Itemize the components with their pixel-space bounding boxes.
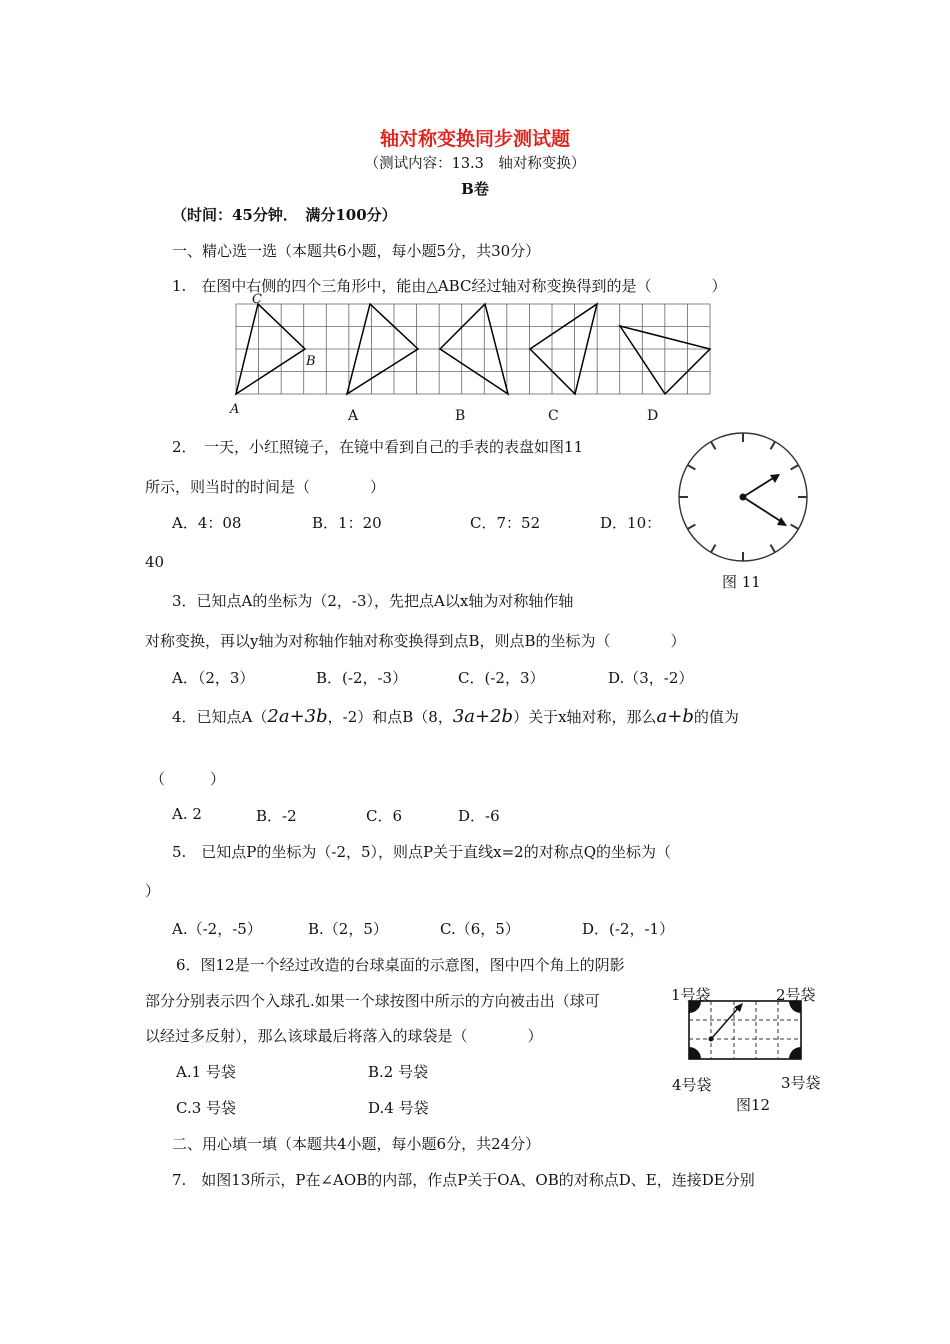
- vertex-label-b: B: [306, 354, 316, 369]
- q4-expr-3: a+b: [656, 706, 694, 727]
- q5-option-c: C.（6，5）: [440, 920, 520, 938]
- q4-mid-1: ，-2）和点B（8，: [327, 708, 453, 726]
- q4-suffix: 的值为: [693, 708, 739, 726]
- q6-option-a: A.1 号袋: [176, 1063, 236, 1081]
- q4-option-d: D．-6: [458, 807, 500, 825]
- figure-11-caption: 图 11: [722, 573, 761, 591]
- q7-text: 7. 如图13所示，P在∠AOB的内部，作点P关于OA、OB的对称点D、E，连接DE分别: [172, 1171, 755, 1189]
- figure-12-caption: 图12: [736, 1096, 771, 1114]
- q2-option-a: A．4：08: [172, 514, 242, 532]
- q1-text: 1. 在图中右侧的四个三角形中，能由△ABC经过轴对称变换得到的是（ ）: [172, 277, 727, 295]
- q6-option-c: C.3 号袋: [176, 1099, 237, 1117]
- q1-option-d-label: D: [647, 408, 659, 424]
- q4-option-a: A. 2: [172, 805, 202, 823]
- q3-option-c: C．(-2，3）: [458, 669, 545, 687]
- q6-option-d: D.4 号袋: [368, 1099, 429, 1117]
- q2-option-d-tail: 40: [145, 553, 165, 571]
- pocket-1-label: 1号袋: [671, 986, 711, 1004]
- q2-option-b: B．1：20: [312, 514, 382, 532]
- q2-line-2: 所示，则当时的时间是（ ）: [145, 478, 386, 496]
- q4-prefix: 4．已知点A（: [172, 708, 268, 726]
- vertex-label-a: A: [230, 402, 240, 417]
- q5-line-1: 5. 已知点P的坐标为（-2，5），则点P关于直线x=2的对称点Q的坐标为（: [172, 843, 672, 861]
- q4-mid-2: ）关于x轴对称，那么: [513, 708, 657, 726]
- q4-expr-2: 3a+2b: [452, 706, 514, 727]
- q1-option-a-label: A: [348, 408, 359, 424]
- pocket-4-label: 4号袋: [672, 1076, 712, 1094]
- q5-option-d: D．(-2，-1）: [582, 920, 675, 938]
- section-1-heading: 一、精心选一选（本题共6小题，每小题5分，共30分）: [172, 242, 541, 260]
- q1-option-c-label: C: [548, 408, 559, 424]
- q3-option-b: B．(-2，-3）: [316, 669, 408, 687]
- q6-line-2: 部分分别表示四个入球孔.如果一个球按图中所示的方向被击出（球可: [145, 992, 600, 1010]
- q5-line-2: ）: [145, 882, 161, 900]
- q3-line-2: 对称变换，再以y轴为对称轴作轴对称变换得到点B，则点B的坐标为（ ）: [145, 632, 686, 650]
- q5-option-b: B.（2，5）: [308, 920, 388, 938]
- q5-option-a: A.（-2，-5）: [172, 920, 262, 938]
- q2-option-d: D．10：: [600, 514, 662, 532]
- pocket-2-label: 2号袋: [776, 986, 816, 1004]
- time-info: （时间：45分钟． 满分100分）: [172, 206, 397, 224]
- q3-option-a: A．（2，3）: [172, 669, 255, 687]
- q6-line-3: 以经过多反射），那么该球最后将落入的球袋是（ ）: [145, 1027, 543, 1045]
- q3-line-1: 3．已知点A的坐标为（2，-3），先把点A以x轴为对称轴作轴: [172, 592, 574, 610]
- q4-expr-1: 2a+3b: [267, 706, 328, 727]
- pocket-3-label: 3号袋: [781, 1074, 821, 1092]
- q2-line-1: 2． 一天，小红照镜子，在镜中看到自己的手表的表盘如图11: [172, 438, 584, 456]
- vertex-label-c: C: [252, 292, 262, 307]
- page-subtitle: （测试内容：13.3 轴对称变换）: [364, 156, 586, 172]
- q2-option-c: C．7：52: [470, 514, 541, 532]
- q1-option-b-label: B: [455, 408, 466, 424]
- pocket-corners: [689, 1001, 801, 1059]
- page-title: 轴对称变换同步测试题: [379, 128, 570, 150]
- ball-direction-arrow: [711, 1006, 740, 1039]
- q4-option-b: B．-2: [256, 807, 297, 825]
- paper-version: B卷: [461, 180, 489, 198]
- section-2-heading: 二、用心填一填（本题共4小题，每小题6分，共24分）: [172, 1135, 541, 1153]
- q6-option-b: B.2 号袋: [368, 1063, 429, 1081]
- q4-option-c: C．6: [366, 807, 403, 825]
- q3-option-d: D.（3，-2）: [608, 669, 694, 687]
- q6-line-1: 6．图12是一个经过改造的台球桌面的示意图，图中四个角上的阴影: [176, 956, 625, 974]
- q4-answer-bracket: （ ）: [150, 770, 226, 788]
